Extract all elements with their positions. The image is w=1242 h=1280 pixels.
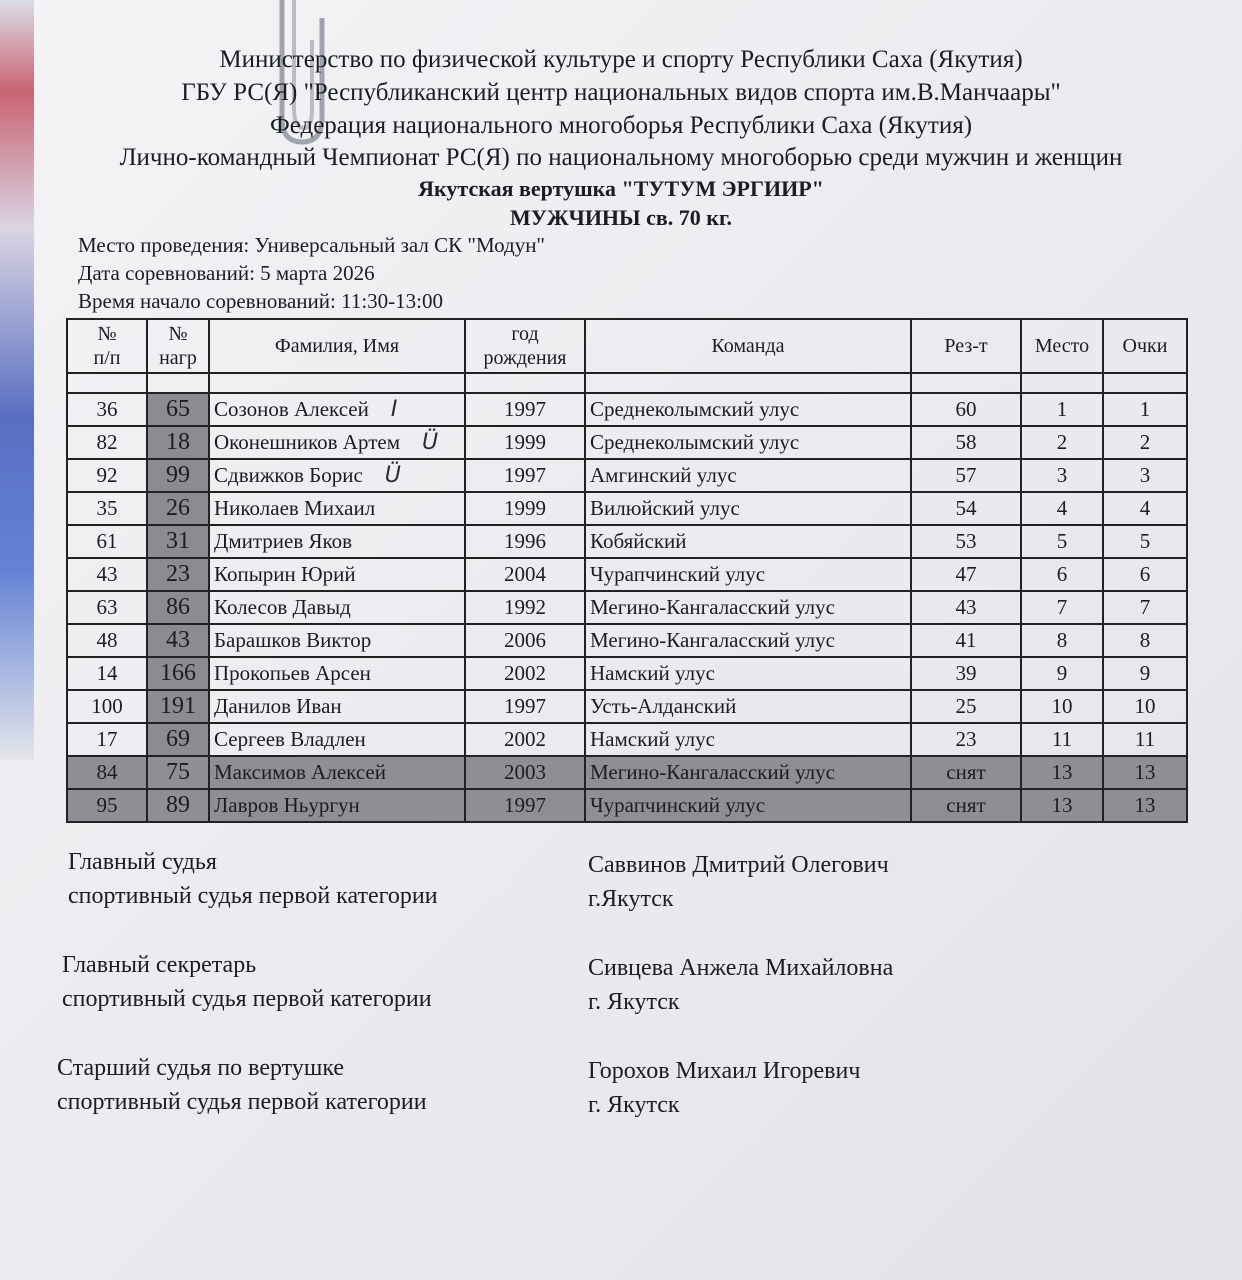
table-row xyxy=(67,525,1187,558)
cell-result-text: 41 xyxy=(955,628,977,652)
cell-points-text: 13 xyxy=(1134,760,1156,784)
cell-year-text: 1996 xyxy=(504,529,546,553)
cell-pp-text: 84 xyxy=(96,760,118,784)
table-row xyxy=(67,459,1187,492)
event-title: Якутская вертушка "ТУТУМ ЭРГИИР" xyxy=(418,176,824,201)
cell-result xyxy=(911,690,1021,723)
cell-result-text: снят xyxy=(946,760,986,784)
cell-place xyxy=(1021,789,1103,822)
cell-year xyxy=(465,723,585,756)
col-header-points: Очки xyxy=(1103,319,1187,373)
cell-nagr-text: 26 xyxy=(166,495,190,521)
senior-judge-block xyxy=(57,1051,427,1119)
handwritten-mark: I xyxy=(390,397,398,422)
cell-points xyxy=(1103,756,1187,789)
cell-place xyxy=(1021,525,1103,558)
cell-name-text: Оконешников Артем xyxy=(214,430,400,454)
cell-pp-text: 92 xyxy=(96,463,118,487)
official-name: Горохов Михаил Игоревич xyxy=(588,1058,861,1084)
cell-result-text: 57 xyxy=(955,463,977,487)
venue-text: Место проведения: Универсальный зал СК "Модун" xyxy=(78,233,546,257)
cell-place xyxy=(1021,690,1103,723)
col-header-nagr: № нагр xyxy=(147,319,209,373)
official-category: спортивный судья первой категории xyxy=(68,883,438,909)
cell-place xyxy=(1021,591,1103,624)
cell-nagr xyxy=(147,657,209,690)
cell-pp xyxy=(67,657,147,690)
cell-nagr xyxy=(147,756,209,789)
cell-team xyxy=(585,789,911,822)
cell-nagr xyxy=(147,426,209,459)
cell-nagr-text: 18 xyxy=(166,429,190,455)
chief-judge-name-block xyxy=(588,848,889,916)
table-row xyxy=(67,723,1187,756)
cell-year xyxy=(465,393,585,426)
cell-nagr xyxy=(147,393,209,426)
cell-points-text: 13 xyxy=(1134,793,1156,817)
cell-place-text: 13 xyxy=(1051,793,1073,817)
cell-nagr-text: 69 xyxy=(166,726,190,752)
cell-points xyxy=(1103,657,1187,690)
cell-place-text: 2 xyxy=(1056,430,1068,454)
cell-pp xyxy=(67,492,147,525)
cell-pp xyxy=(67,789,147,822)
cell-place-text: 8 xyxy=(1056,628,1068,652)
cell-result xyxy=(911,426,1021,459)
cell-team xyxy=(585,558,911,591)
cell-place-text: 7 xyxy=(1056,595,1068,619)
col-header-year: год рождения xyxy=(465,319,585,373)
cell-place-text: 1 xyxy=(1056,397,1068,421)
cell-result-text: 53 xyxy=(955,529,977,553)
cell-name xyxy=(209,723,465,756)
date-text: Дата соревнований: 5 марта 2026 xyxy=(78,261,375,285)
cell-nagr xyxy=(147,624,209,657)
cell-pp xyxy=(67,723,147,756)
cell-team xyxy=(585,657,911,690)
cell-name xyxy=(209,459,465,492)
cell-points xyxy=(1103,723,1187,756)
results-table xyxy=(66,318,1188,823)
cell-nagr-text: 31 xyxy=(166,528,190,554)
cell-team-text: Среднеколымский улус xyxy=(590,430,800,454)
col-header-place: Место xyxy=(1021,319,1103,373)
cell-result-text: 60 xyxy=(955,397,977,421)
handwritten-mark: Ü xyxy=(384,463,401,488)
cell-pp xyxy=(67,690,147,723)
table-row xyxy=(67,624,1187,657)
cell-name-text: Николаев Михаил xyxy=(214,496,376,520)
cell-pp-text: 63 xyxy=(96,595,118,619)
cell-name-text: Копырин Юрий xyxy=(214,562,356,586)
table-row xyxy=(67,591,1187,624)
cell-place-text: 6 xyxy=(1056,562,1068,586)
cell-team-text: Кобяйский xyxy=(590,529,687,553)
cell-nagr-text: 166 xyxy=(160,660,196,686)
cell-pp-text: 95 xyxy=(96,793,118,817)
cell-team-text: Вилюйский улус xyxy=(590,496,740,520)
cell-name-text: Сдвижков Борис xyxy=(214,463,363,487)
cell-pp-text: 100 xyxy=(91,694,123,718)
cell-team xyxy=(585,723,911,756)
cell-points xyxy=(1103,525,1187,558)
cell-points xyxy=(1103,492,1187,525)
cell-year-text: 1999 xyxy=(504,496,546,520)
cell-points-text: 10 xyxy=(1134,694,1156,718)
col-header-name: Фамилия, Имя xyxy=(209,319,465,373)
cell-place xyxy=(1021,657,1103,690)
cell-team xyxy=(585,459,911,492)
cell-team-text: Среднеколымский улус xyxy=(590,397,800,421)
table-row xyxy=(67,690,1187,723)
cell-result-text: 58 xyxy=(955,430,977,454)
cell-place xyxy=(1021,723,1103,756)
cell-points xyxy=(1103,690,1187,723)
cell-year xyxy=(465,789,585,822)
championship-title: Лично-командный Чемпионат РС(Я) по национальному многоборью среди мужчин и женщин xyxy=(119,144,1123,171)
cell-name xyxy=(209,789,465,822)
cell-pp-text: 61 xyxy=(96,529,118,553)
cell-pp-text: 36 xyxy=(96,397,118,421)
cell-team-text: Мегино-Кангаласский улус xyxy=(590,760,835,784)
official-city: г. Якутск xyxy=(588,1092,680,1118)
cell-pp xyxy=(67,591,147,624)
cell-points xyxy=(1103,789,1187,822)
cell-place xyxy=(1021,624,1103,657)
cell-name-text: Прокопьев Арсен xyxy=(214,661,371,685)
cell-result-text: снят xyxy=(946,793,986,817)
cell-place-text: 10 xyxy=(1051,694,1073,718)
cell-team-text: Мегино-Кангаласский улус xyxy=(590,628,835,652)
chief-judge-block xyxy=(68,845,438,913)
cell-place xyxy=(1021,756,1103,789)
cell-nagr xyxy=(147,591,209,624)
col-header-team: Команда xyxy=(585,319,911,373)
handwritten-mark: Ü xyxy=(422,430,439,455)
cell-place-text: 11 xyxy=(1051,727,1073,751)
cell-year xyxy=(465,591,585,624)
table-blank-row xyxy=(67,373,1187,393)
cell-pp xyxy=(67,459,147,492)
cell-pp xyxy=(67,558,147,591)
cell-pp-text: 82 xyxy=(96,430,118,454)
official-city: г.Якутск xyxy=(588,886,674,912)
table-row xyxy=(67,393,1187,426)
cell-pp xyxy=(67,393,147,426)
table-body xyxy=(67,393,1187,822)
cell-team xyxy=(585,756,911,789)
cell-name xyxy=(209,690,465,723)
cell-year xyxy=(465,657,585,690)
cell-place xyxy=(1021,492,1103,525)
col-header-result: Рез-т xyxy=(911,319,1021,373)
cell-nagr-text: 86 xyxy=(166,594,190,620)
cell-result-text: 43 xyxy=(955,595,977,619)
cell-name xyxy=(209,393,465,426)
official-title: Главный секретарь xyxy=(62,952,257,978)
cell-points-text: 5 xyxy=(1139,529,1151,553)
cell-pp xyxy=(67,426,147,459)
cell-year-text: 1997 xyxy=(504,694,546,718)
cell-year-text: 2002 xyxy=(504,661,546,685)
cell-points-text: 11 xyxy=(1134,727,1156,751)
cell-points xyxy=(1103,624,1187,657)
cell-year xyxy=(465,525,585,558)
cell-name xyxy=(209,558,465,591)
cell-points xyxy=(1103,426,1187,459)
cell-year-text: 1992 xyxy=(504,595,546,619)
cell-team-text: Чурапчинский улус xyxy=(590,562,766,586)
chief-secretary-block xyxy=(62,948,432,1016)
cell-team-text: Амгинский улус xyxy=(590,463,737,487)
cell-nagr xyxy=(147,459,209,492)
cell-nagr-text: 99 xyxy=(166,462,190,488)
cell-nagr xyxy=(147,723,209,756)
cell-points xyxy=(1103,393,1187,426)
official-name: Саввинов Дмитрий Олегович xyxy=(588,852,889,878)
cell-place xyxy=(1021,558,1103,591)
cell-year xyxy=(465,756,585,789)
cell-year-text: 2002 xyxy=(504,727,546,751)
cell-points-text: 2 xyxy=(1139,430,1151,454)
cell-nagr-text: 89 xyxy=(166,792,190,818)
cell-points-text: 8 xyxy=(1139,628,1151,652)
cell-pp xyxy=(67,756,147,789)
cell-year-text: 1997 xyxy=(504,397,546,421)
cell-team-text: Намский улус xyxy=(590,727,715,751)
cell-result xyxy=(911,657,1021,690)
cell-name-text: Колесов Давыд xyxy=(214,595,351,619)
table-row xyxy=(67,756,1187,789)
weight-category: МУЖЧИНЫ св. 70 кг. xyxy=(510,205,732,230)
cell-result xyxy=(911,591,1021,624)
cell-pp-text: 17 xyxy=(96,727,118,751)
cell-points-text: 4 xyxy=(1139,496,1151,520)
cell-team-text: Мегино-Кангаласский улус xyxy=(590,595,835,619)
cell-name xyxy=(209,624,465,657)
cell-points xyxy=(1103,591,1187,624)
cell-points-text: 7 xyxy=(1139,595,1151,619)
col-header-pp: № п/п xyxy=(67,319,147,373)
cell-name xyxy=(209,525,465,558)
official-category: спортивный судья первой категории xyxy=(62,986,432,1012)
cell-name-text: Лавров Ньургун xyxy=(214,793,360,817)
cell-nagr xyxy=(147,789,209,822)
cell-name-text: Барашков Виктор xyxy=(214,628,372,652)
cell-points-text: 6 xyxy=(1139,562,1151,586)
cell-result xyxy=(911,789,1021,822)
federation-title: Федерация национального многоборья Республики Саха (Якутия) xyxy=(269,112,973,139)
cell-place xyxy=(1021,426,1103,459)
cell-result-text: 39 xyxy=(955,661,977,685)
cell-points-text: 1 xyxy=(1139,397,1151,421)
cell-year xyxy=(465,558,585,591)
cell-nagr xyxy=(147,492,209,525)
cell-name-text: Созонов Алексей xyxy=(214,397,369,421)
cell-result xyxy=(911,624,1021,657)
official-title: Главный судья xyxy=(68,849,217,875)
cell-result xyxy=(911,558,1021,591)
cell-name xyxy=(209,657,465,690)
cell-result xyxy=(911,393,1021,426)
cell-year-text: 1997 xyxy=(504,463,546,487)
cell-year-text: 2006 xyxy=(504,628,546,652)
cell-nagr xyxy=(147,690,209,723)
cell-result xyxy=(911,756,1021,789)
cell-team-text: Намский улус xyxy=(590,661,715,685)
table-row xyxy=(67,558,1187,591)
cell-place-text: 13 xyxy=(1051,760,1073,784)
cell-result-text: 54 xyxy=(955,496,977,520)
cell-team-text: Усть-Алданский xyxy=(590,694,737,718)
cell-place-text: 5 xyxy=(1056,529,1068,553)
cell-year-text: 2003 xyxy=(504,760,546,784)
cell-name-text: Дмитриев Яков xyxy=(214,529,353,553)
cell-result xyxy=(911,459,1021,492)
official-name: Сивцева Анжела Михайловна xyxy=(588,955,894,981)
cell-year xyxy=(465,624,585,657)
cell-year xyxy=(465,426,585,459)
ministry-title: Министерство по физической культуре и спорту Республики Саха (Якутия) xyxy=(219,46,1023,73)
cell-name xyxy=(209,591,465,624)
cell-nagr xyxy=(147,525,209,558)
cell-team xyxy=(585,591,911,624)
cell-place-text: 4 xyxy=(1056,496,1068,520)
cell-year xyxy=(465,690,585,723)
cell-team xyxy=(585,690,911,723)
cell-nagr-text: 43 xyxy=(166,627,190,653)
cell-name-text: Данилов Иван xyxy=(214,694,342,718)
cell-pp-text: 35 xyxy=(96,496,118,520)
senior-judge-name-block xyxy=(588,1054,860,1122)
cell-year-text: 2004 xyxy=(504,562,546,586)
cell-year-text: 1997 xyxy=(504,793,546,817)
official-city: г. Якутск xyxy=(588,989,680,1015)
cell-name xyxy=(209,426,465,459)
cell-points xyxy=(1103,459,1187,492)
cell-result xyxy=(911,723,1021,756)
official-title: Старший судья по вертушке xyxy=(57,1055,345,1081)
cell-result-text: 47 xyxy=(955,562,977,586)
cell-name xyxy=(209,492,465,525)
cell-team xyxy=(585,624,911,657)
cell-result xyxy=(911,525,1021,558)
official-category: спортивный судья первой категории xyxy=(57,1089,427,1115)
table-row xyxy=(67,789,1187,822)
cell-team xyxy=(585,525,911,558)
cell-team xyxy=(585,492,911,525)
cell-points-text: 9 xyxy=(1139,661,1151,685)
cell-year-text: 1999 xyxy=(504,430,546,454)
chief-secretary-name-block xyxy=(588,951,893,1019)
table-row xyxy=(67,426,1187,459)
cell-result-text: 25 xyxy=(955,694,977,718)
cell-points xyxy=(1103,558,1187,591)
cell-pp-text: 48 xyxy=(96,628,118,652)
cell-nagr xyxy=(147,558,209,591)
cell-name-text: Максимов Алексей xyxy=(214,760,386,784)
cell-name-text: Сергеев Владлен xyxy=(214,727,366,751)
cell-place xyxy=(1021,459,1103,492)
cell-pp xyxy=(67,525,147,558)
cell-place-text: 9 xyxy=(1056,661,1068,685)
cell-points-text: 3 xyxy=(1139,463,1151,487)
table-row xyxy=(67,657,1187,690)
cell-result xyxy=(911,492,1021,525)
cell-nagr-text: 23 xyxy=(166,561,190,587)
cell-nagr-text: 191 xyxy=(160,693,196,719)
center-title: ГБУ РС(Я) "Республиканский центр национальных видов спорта им.В.Манчаары" xyxy=(181,79,1061,106)
cell-team xyxy=(585,393,911,426)
cell-year xyxy=(465,459,585,492)
cell-team xyxy=(585,426,911,459)
table-row xyxy=(67,492,1187,525)
cell-result-text: 23 xyxy=(955,727,977,751)
cell-pp-text: 43 xyxy=(96,562,118,586)
cell-team-text: Чурапчинский улус xyxy=(590,793,766,817)
time-text: Время начало соревнований: 11:30-13:00 xyxy=(78,289,443,313)
cell-place-text: 3 xyxy=(1056,463,1068,487)
table-header-row xyxy=(67,319,1187,373)
cell-name xyxy=(209,756,465,789)
cell-place xyxy=(1021,393,1103,426)
cell-nagr-text: 65 xyxy=(166,396,190,422)
cell-pp-text: 14 xyxy=(96,661,118,685)
cell-nagr-text: 75 xyxy=(166,759,190,785)
cell-pp xyxy=(67,624,147,657)
cell-year xyxy=(465,492,585,525)
